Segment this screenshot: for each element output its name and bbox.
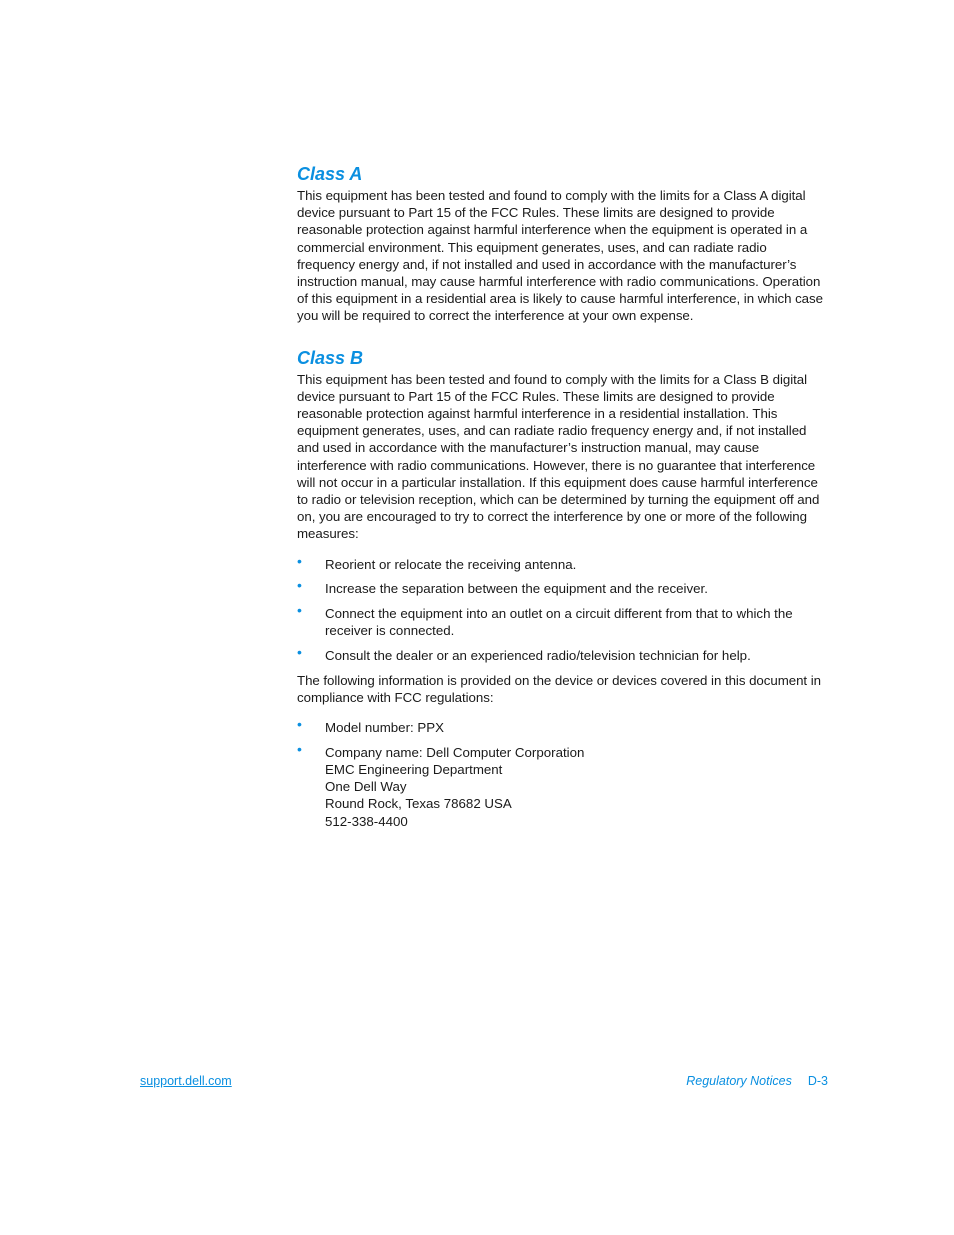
model-number: Model number: PPX <box>325 720 444 736</box>
list-item-text: Connect the equipment into an outlet on a circuit different from that to which the receiver is connected. <box>325 605 793 639</box>
list-item <box>297 643 827 664</box>
footer-page-info <box>686 1074 828 1088</box>
class-a-heading: Class A <box>297 164 363 184</box>
measures-list <box>297 552 827 664</box>
company-department: EMC Engineering Department <box>325 762 503 778</box>
class-a-paragraph: This equipment has been tested and found to comply with the limits for a Class A digital device pursuant to Part 15 of the FCC Rules. These limits are designed to provide reasonable protection against harmful interference when the equipment is operated in a commercial environment. This equipment generates, uses, and can radiate radio frequency energy and, if not installed and used in accordance with the manufacturer’s instruction manual, may cause harmful interference with radio communications. Operation of this equipment in a residential area is likely to cause harmful interference, in which case you will be required to correct the interference at your own expense. <box>297 188 823 324</box>
fcc-info-list <box>297 716 827 830</box>
bullet-icon: • <box>297 740 302 757</box>
company-city: Round Rock, Texas 78682 USA <box>325 796 512 812</box>
list-item <box>297 577 827 597</box>
class-b-paragraph: This equipment has been tested and found to comply with the limits for a Class B digital device pursuant to Part 15 of the FCC Rules. These limits are designed to provide reasonable protection against harmful interference in a residential installation. This equipment generates, uses, and can radiate radio frequency energy and, if not installed and used in accordance with the manufacturer’s instruction manual, may cause interference with radio communications. However, there is no guarantee that interference will not occur in a particular installation. If this equipment does cause harmful interference to radio or television reception, which can be determined by turning the equipment off and on, you are encouraged to try to correct the interference by one or more of the following measures: <box>297 371 820 542</box>
list-item-text: Consult the dealer or an experienced radio/television technician for help. <box>325 647 751 663</box>
list-item <box>297 601 827 639</box>
page-content <box>297 160 827 837</box>
bullet-icon: • <box>297 716 302 733</box>
class-b-heading: Class B <box>297 347 364 368</box>
bullet-icon: • <box>297 577 302 594</box>
footer-section-title: Regulatory Notices <box>686 1074 792 1088</box>
list-item-text: Increase the separation between the equipment and the receiver. <box>325 581 708 597</box>
fcc-info-intro: The following information is provided on the device or devices covered in this document in compliance with FCC regulations: <box>297 672 821 706</box>
page-number: D-3 <box>807 1074 828 1088</box>
list-item <box>297 552 827 573</box>
company-street: One Dell Way <box>325 779 407 795</box>
support-link[interactable]: support.dell.com <box>140 1074 232 1088</box>
list-item <box>297 740 827 830</box>
bullet-icon: • <box>297 643 302 660</box>
list-item-text: Reorient or relocate the receiving antenna. <box>325 556 577 572</box>
bullet-icon: • <box>297 552 302 569</box>
company-phone: 512-338-4400 <box>325 813 408 829</box>
company-name: Company name: Dell Computer Corporation <box>325 744 585 760</box>
bullet-icon: • <box>297 601 302 618</box>
list-item <box>297 716 827 736</box>
